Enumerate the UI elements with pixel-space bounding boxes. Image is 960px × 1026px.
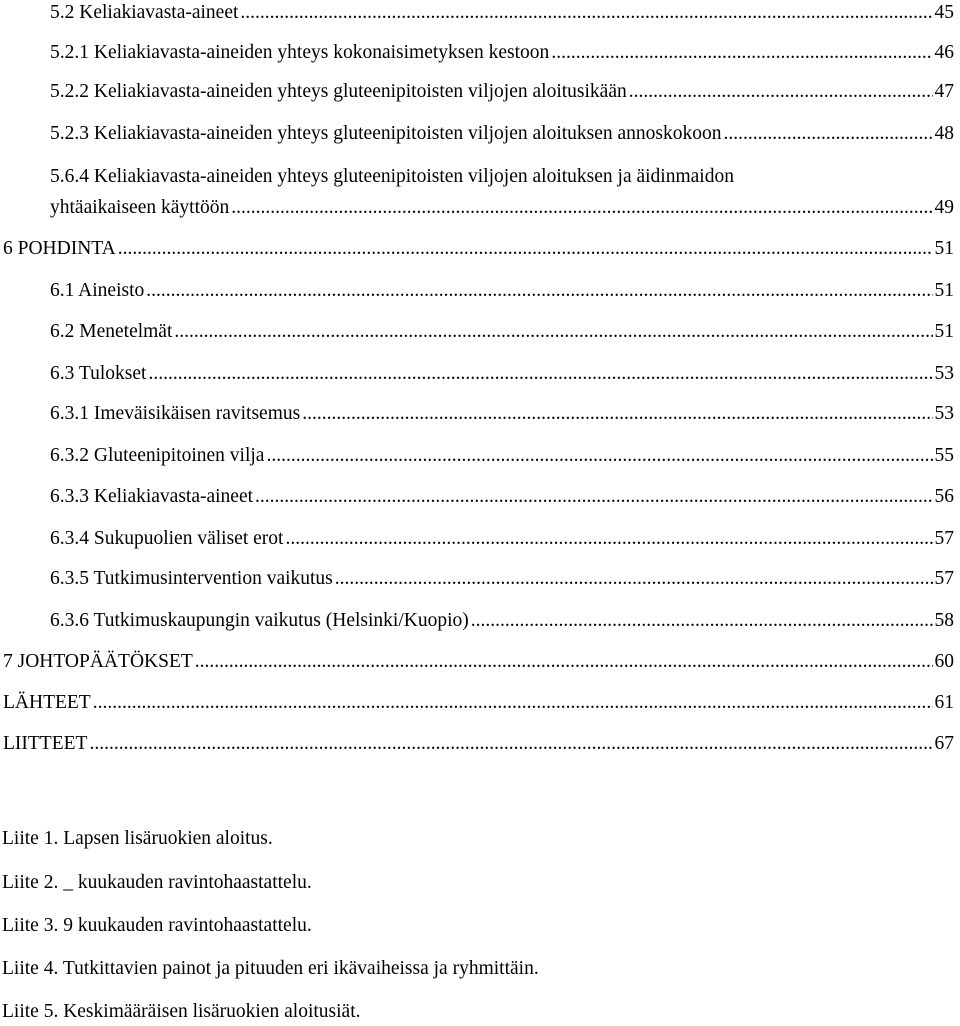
toc-entry[interactable] [0,236,954,262]
toc-entry[interactable] [0,566,954,592]
toc-entry-label: 5.2.3 Keliakiavasta-aineiden yhteys gluteenipitoisten viljojen aloituksen annoskokoon [50,123,722,144]
toc-entry[interactable] [0,731,954,757]
toc-entry-label: 6.3.3 Keliakiavasta-aineet [50,486,254,507]
toc-page-number: 51 [934,321,954,342]
toc-entry-label: 6 POHDINTA [3,238,116,259]
toc-page-number: 55 [934,445,954,466]
toc-page-number: 51 [934,238,954,259]
toc-entry-label: 6.3.2 Gluteenipitoinen vilja [50,445,265,466]
appendix-item: Liite 5. Keskimääräisen lisäruokien aloitusiät. [2,1001,361,1022]
dot-leader [266,443,932,469]
toc-page-number: 67 [934,733,954,754]
toc-entry-label: LÄHTEET [3,692,91,713]
toc-entry-label: 6.3.1 Imeväisikäisen ravitsemus [50,403,301,424]
dot-leader [93,690,933,716]
toc-page-number: 48 [934,123,954,144]
toc-entry[interactable] [0,526,954,552]
dot-leader [629,79,933,105]
dot-leader [195,649,933,675]
toc-entry[interactable] [0,319,954,345]
toc-entry-label: 6.3 Tulokset [50,363,147,384]
toc-entry-label: 6.3.5 Tutkimusintervention vaikutus [50,568,333,589]
toc-entry-label: 5.2 Keliakiavasta-aineet [50,2,239,23]
toc-entry[interactable] [0,484,954,510]
toc-entry[interactable] [0,401,954,427]
toc-entry[interactable] [0,195,954,221]
toc-entry-label-line1: 5.6.4 Keliakiavasta-aineiden yhteys gluteenipitoisten viljojen aloituksen ja äidinmaidon [50,166,734,187]
dot-leader [240,0,932,26]
toc-entry-label: 6.2 Menetelmät [50,321,173,342]
toc-entry[interactable] [0,649,954,675]
toc-entry[interactable] [0,121,954,147]
dot-leader [724,121,933,147]
toc-page-number: 46 [934,42,954,63]
toc-entry-label: yhtäaikaiseen käyttöön [50,197,230,218]
dot-leader [148,361,932,387]
toc-entry[interactable] [0,0,954,26]
toc-entry-label: 6.3.4 Sukupuolien väliset erot [50,528,284,549]
toc-entry-label: 7 JOHTOPÄÄTÖKSET [3,651,193,672]
dot-leader [255,484,932,510]
dot-leader [285,526,932,552]
toc-page-number: 56 [934,486,954,507]
toc-entry[interactable] [0,608,954,634]
appendix-item: Liite 1. Lapsen lisäruokien aloitus. [2,828,273,849]
dot-leader [89,731,932,757]
toc-page-number: 61 [934,692,954,713]
toc-page-number: 60 [934,651,954,672]
toc-entry[interactable] [0,690,954,716]
toc-page-number: 45 [934,2,954,23]
dot-leader [471,608,933,634]
toc-page-number: 58 [934,610,954,631]
appendix-item: Liite 2. _ kuukauden ravintohaastattelu. [2,872,312,893]
toc-entry[interactable] [0,40,954,66]
toc-entry-label: 6.1 Aineisto [50,280,145,301]
toc-entry[interactable] [0,361,954,387]
toc-entry-label: 5.2.1 Keliakiavasta-aineiden yhteys kokonaisimetyksen kestoon [50,42,550,63]
toc-page-number: 49 [934,197,954,218]
toc-page-number: 57 [934,528,954,549]
appendix-item: Liite 4. Tutkittavien painot ja pituuden eri ikävaiheissa ja ryhmittäin. [2,958,539,979]
dot-leader [551,40,932,66]
dot-leader [335,566,933,592]
toc-page-number: 53 [934,403,954,424]
toc-entry-label: LIITTEET [3,733,88,754]
appendix-item: Liite 3. 9 kuukauden ravintohaastattelu. [2,915,312,936]
toc-page-number: 51 [934,280,954,301]
toc-entry[interactable] [0,79,954,105]
dot-leader [146,278,932,304]
toc-entry[interactable] [0,278,954,304]
toc-entry[interactable] [0,443,954,469]
toc-page-number: 53 [934,363,954,384]
toc-entry-label: 5.2.2 Keliakiavasta-aineiden yhteys gluteenipitoisten viljojen aloitusikään [50,81,627,102]
dot-leader [302,401,932,427]
toc-page-number: 47 [934,81,954,102]
toc-entry-label: 6.3.6 Tutkimuskaupungin vaikutus (Helsinki/Kuopio) [50,610,469,631]
dot-leader [118,236,933,262]
dot-leader [174,319,932,345]
dot-leader [231,195,932,221]
toc-page-number: 57 [934,568,954,589]
